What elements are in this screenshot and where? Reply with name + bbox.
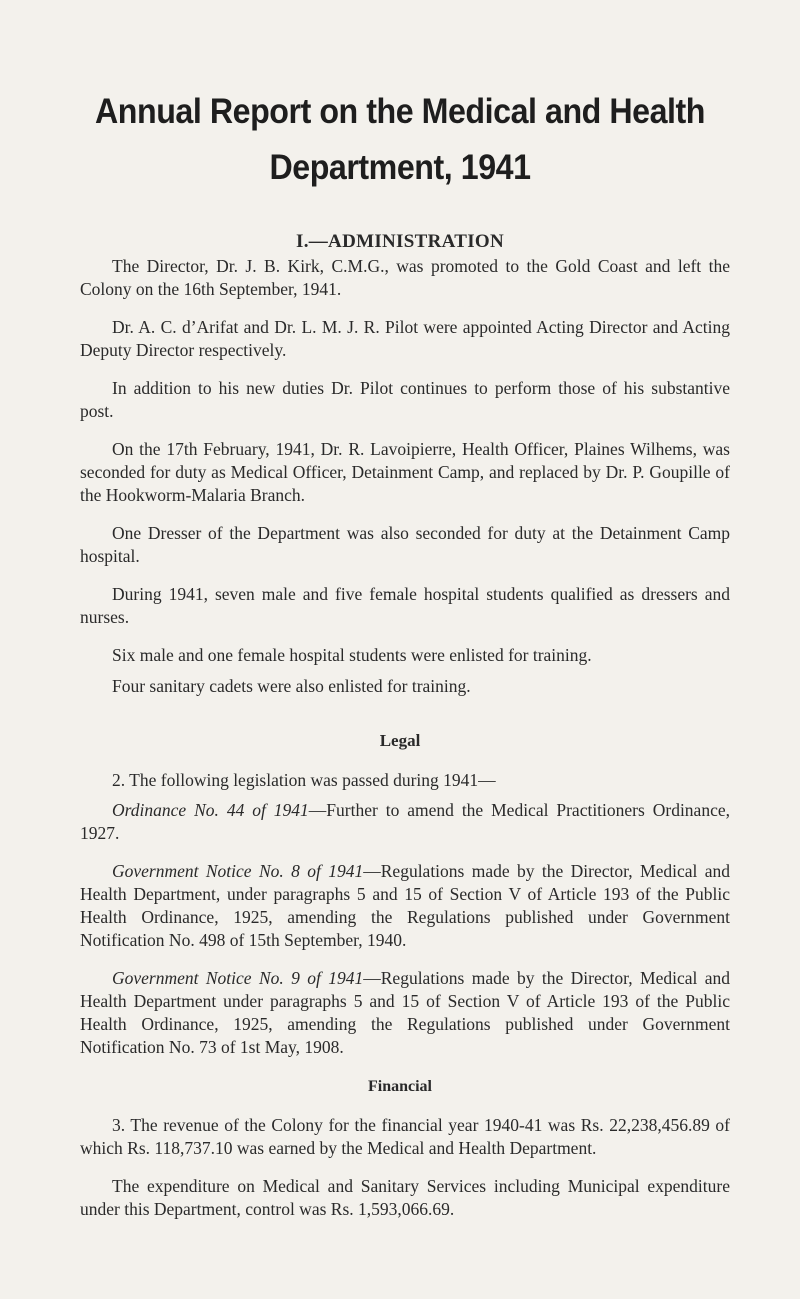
admin-paragraph-7: Six male and one female hospital students were enlisted for training. — [112, 645, 592, 665]
report-title-line-1: Annual Report on the Medical and Health — [94, 92, 706, 131]
admin-paragraph-5: One Dresser of the Department was also seconded for duty at the Detainment Camp hospital. — [80, 523, 730, 566]
admin-paragraph-3: In addition to his new duties Dr. Pilot continues to perform those of his substantive post. — [80, 378, 730, 421]
legal-heading: Legal — [379, 731, 421, 750]
legal-intro: 2. The following legislation was passed during 1941— — [112, 770, 496, 790]
admin-paragraph-8: Four sanitary cadets were also enlisted for training. — [112, 676, 471, 696]
admin-paragraph-4: On the 17th February, 1941, Dr. R. Lavoipierre, Health Officer, Plaines Wilhems, was seconded for duty as Medical Officer, Detainment Camp, and replaced by Dr. P. Goupille of the Hookworm-Malaria Branch. — [80, 439, 730, 505]
legal-item-3-text: —Regulations made by the Director, Medical and Health Department under paragraphs 5 and 15 of Section V of Article 193 of the Public Health Ordinance, 1925, amending the Regulations published under Government Notification No. 73 of 1st May, 1908. — [80, 968, 730, 1057]
legal-item-3 — [80, 967, 730, 1059]
legal-item-2-ref: Government Notice No. 8 of 1941 — [112, 861, 364, 881]
admin-paragraph-1: The Director, Dr. J. B. Kirk, C.M.G., was promoted to the Gold Coast and left the Colony on the 16th September, 1941. — [80, 256, 730, 299]
legal-item-3-ref: Government Notice No. 9 of 1941 — [112, 968, 364, 988]
admin-paragraph-2: Dr. A. C. d’Arifat and Dr. L. M. J. R. Pilot were appointed Acting Director and Acting Deputy Director respectively. — [80, 317, 730, 360]
legal-item-1-ref: Ordinance No. 44 of 1941 — [112, 800, 309, 820]
financial-paragraph-1: 3. The revenue of the Colony for the financial year 1940-41 was Rs. 22,238,456.89 of which Rs. 118,737.10 was earned by the Medical and Health Department. — [80, 1115, 730, 1158]
financial-heading: Financial — [367, 1078, 432, 1095]
legal-item-1-text: —Further to amend the Medical Practitioners Ordinance, 1927. — [80, 800, 730, 843]
report-title-line-2: Department, 1941 — [269, 148, 531, 187]
legal-item-2-text: —Regulations made by the Director, Medical and Health Department, under paragraphs 5 and 15 of Section V of Article 193 of the Public Health Ordinance, 1925, amending the Regulations published under Government Notification No. 498 of 15th September, 1940. — [80, 861, 730, 950]
financial-paragraph-2: The expenditure on Medical and Sanitary Services including Municipal expenditure under this Department, control was Rs. 1,593,066.69. — [80, 1176, 730, 1219]
admin-paragraph-6: During 1941, seven male and five female hospital students qualified as dressers and nurses. — [80, 584, 730, 627]
legal-item-1 — [80, 799, 730, 845]
legal-item-2 — [80, 860, 730, 952]
administration-heading: I.—ADMINISTRATION — [296, 231, 504, 252]
